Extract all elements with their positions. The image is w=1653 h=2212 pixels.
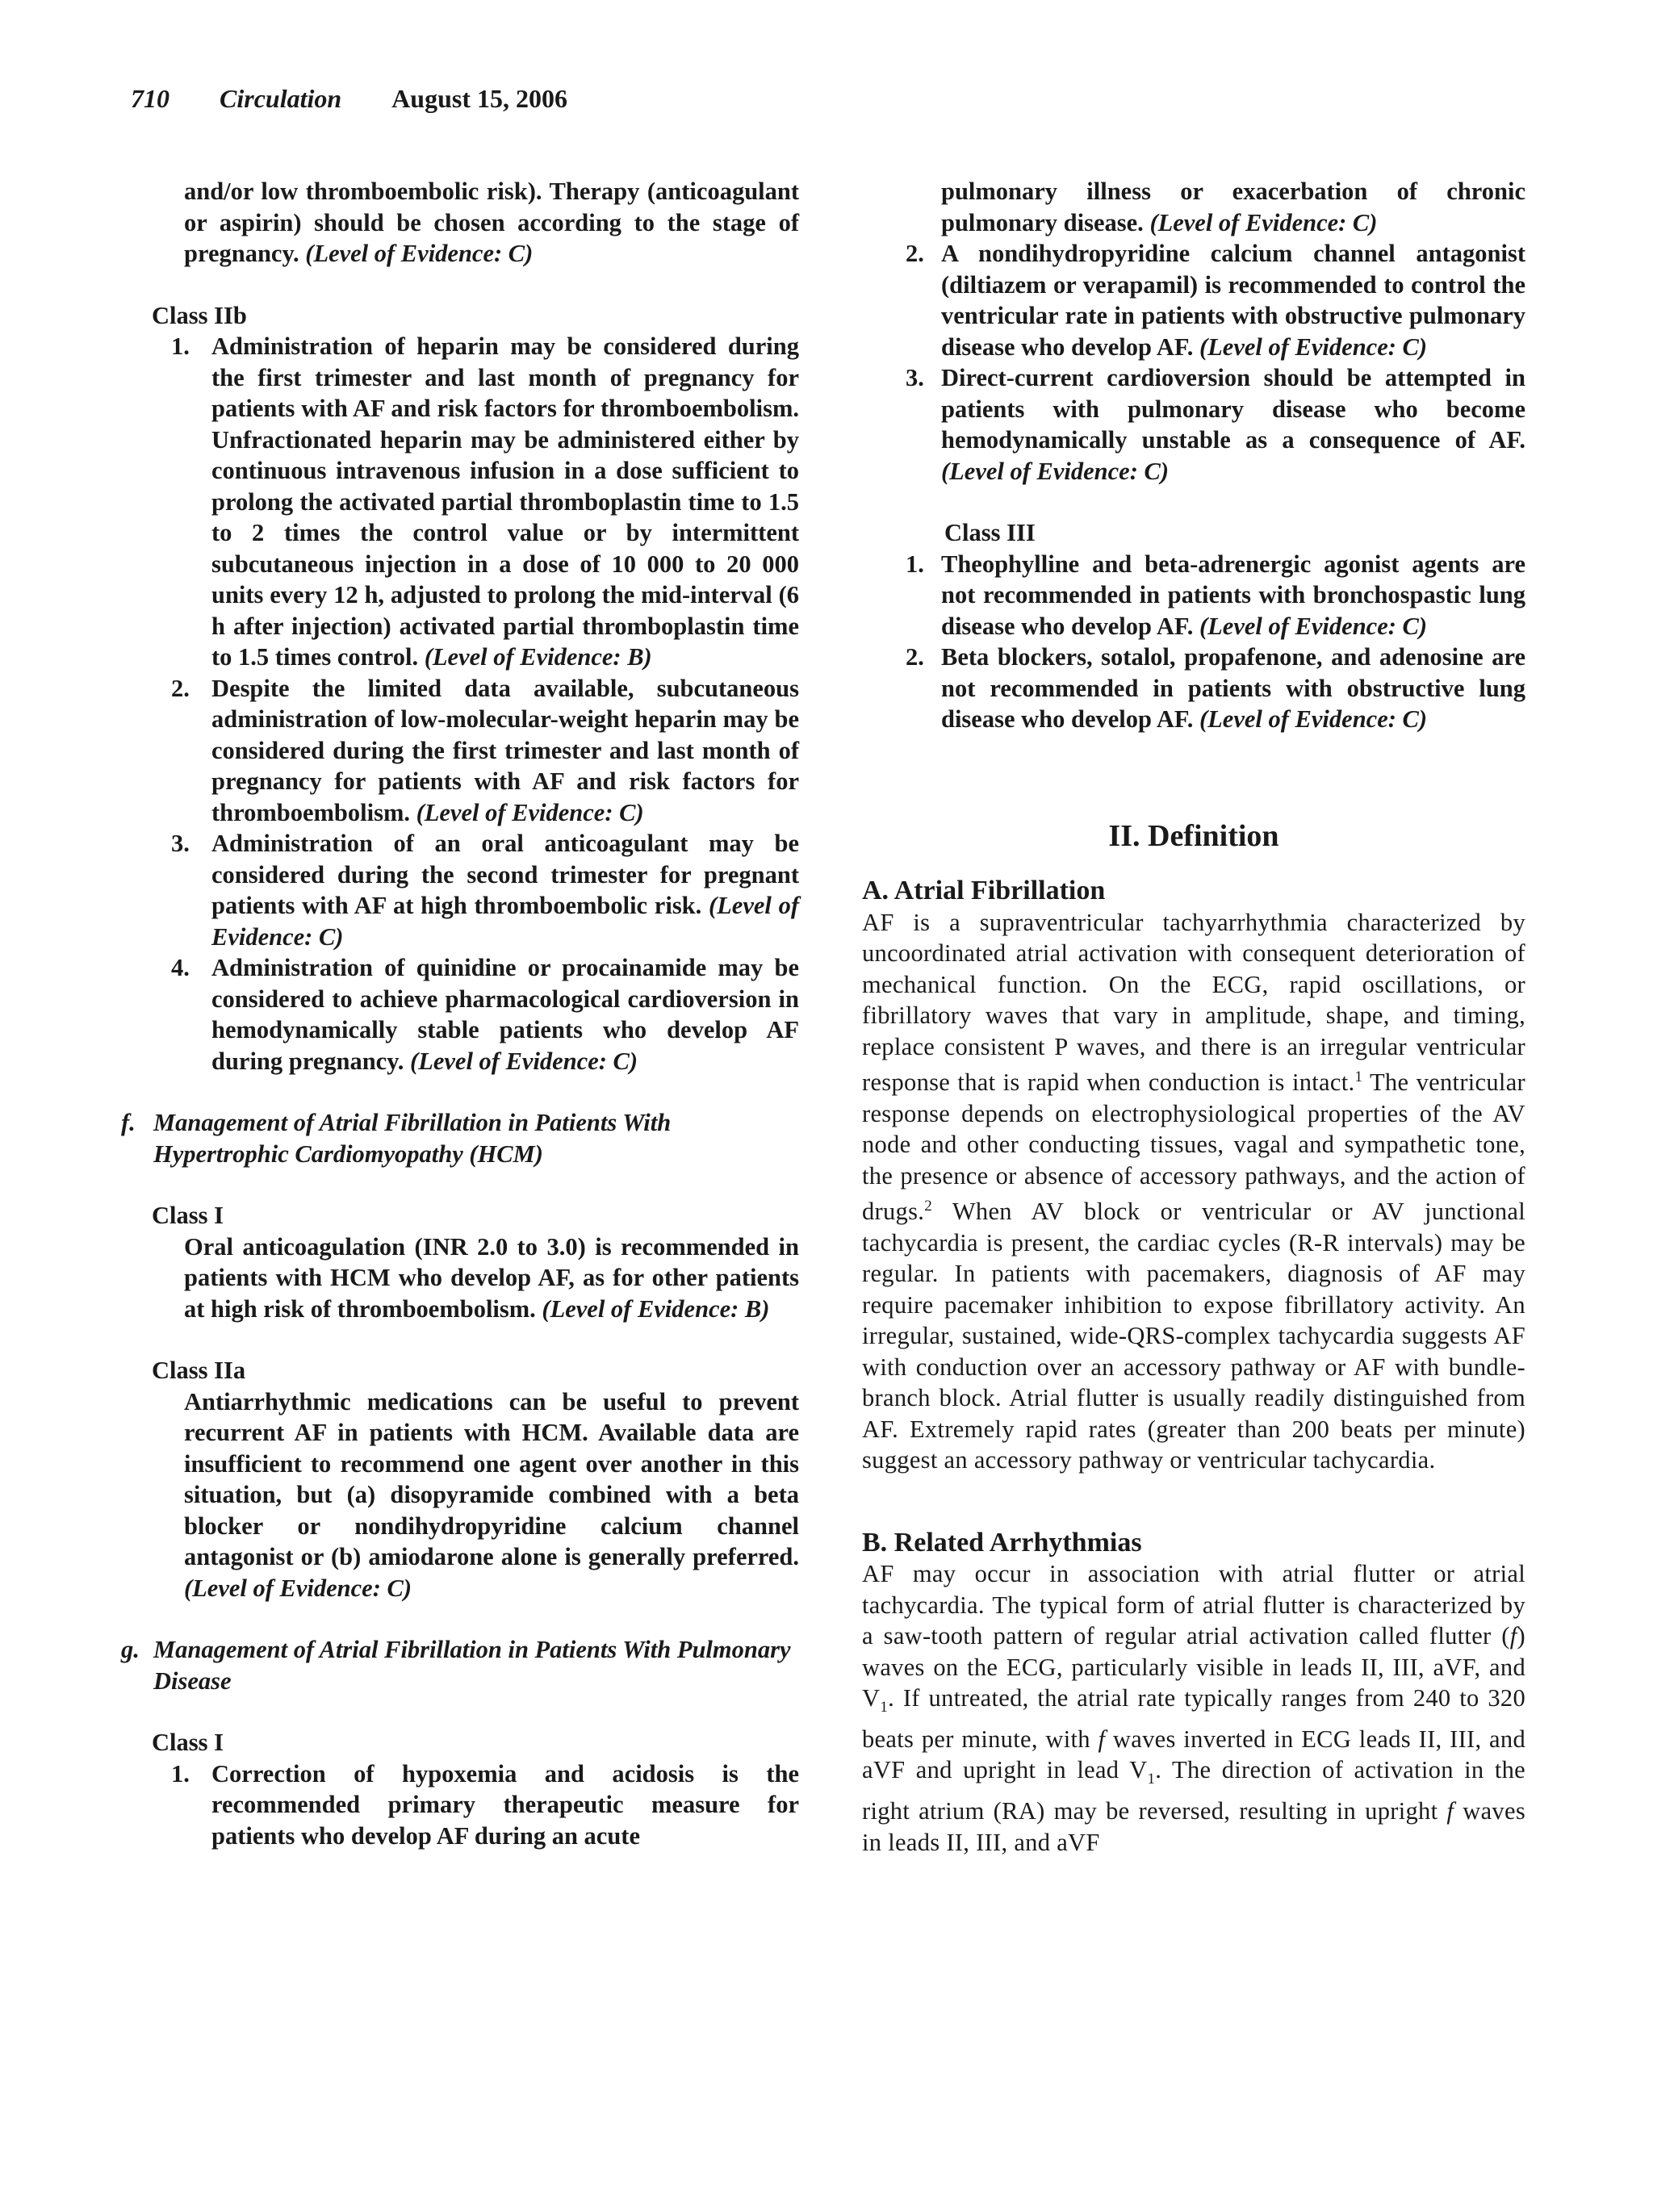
subsection-b-body: AF may occur in association with atrial flutter or atrial tachycardia. The typical form of atrial flutter is characterized by a saw-tooth pattern of regular atrial activation called flutter (f) waves on the ECG, particularly visible in leads II, III, aVF, and $V_1$. If untreated, the atrial rate typically ranges from 240 to 320 beats per minute, with f waves inverted in ECG leads II, III, and aVF and upright in lead $V_1$. The direction of activation in the right atrium (RA) may be reversed, resulting in upright f waves in leads II, III, and aVF [862,1560,1525,1856]
subsection-b-heading: B. Related Arrhythmias [862,1527,1142,1558]
class-iib-item-1: 1. Administration of heparin may be considered during the first trimester and last month of pregnancy for patients with AF and risk factors for thromboembolism. Unfractionated heparin may be administered either by continuous intravenous infusion in a dose sufficient to prolong the activated partial thromboplastin time to 1.5 to 2 times the control value or by intermittent subcutaneous injection in a dose of 10 000 to 20 000 units every 12 h, adjusted to prolong the mid-interval (6 h after injection) activated partial thromboplastin time to 1.5 times control. (Level of Evidence: B) [171,332,799,671]
pulmonary-class-i-item-2: 2. A nondihydropyridine calcium channel antagonist (diltiazem or verapamil) is recommended to control the ventricular rate in patients with obstructive pulmonary disease who develop AF. (Level of Evidence: C) [906,240,1525,361]
subsection-a-body: AF is a supraventricular tachyarrhythmia characterized by uncoordinated atrial activation with consequent deterioration of mechanical function. On the ECG, rapid oscillations, or fibrillatory waves that vary in amplitude, shape, and timing, replace consistent P waves, and there is an irregular ventricular response that is rapid when conduction is intact.$^1$ The ventricular response depends on electrophysiological properties of the AV node and other conducting tissues, vagal and sympathetic tone, the presence or absence of accessory pathways, and the action of drugs.$^2$ When AV block or ventricular or AV junctional tachycardia is present, the cardiac cycles (R-R intervals) may be regular. In patients with pacemakers, diagnosis of AF may require pacemaker inhibition to expose fibrillatory activity. An irregular, sustained, wide-QRS-complex tachycardia suggests AF with conduction over an accessory pathway or AF with bundle-branch block. Atrial flutter is usually readily distinguished from AF. Extremely rapid rates (greater than 200 beats per minute) suggest an accessory pathway or ventricular tachycardia. [862,908,1526,1474]
class-iib-heading: Class IIb [152,301,247,329]
issue-date: August 15, 2006 [391,84,567,113]
f-class-i-text: Oral anticoagulation (INR 2.0 to 3.0) is recommended in patients with HCM who develop AF, as for other patients at high risk of thromboembolism. (Level of Evidence: B) [184,1232,799,1323]
pulmonary-class-i-item-3: 3. Direct-current cardioversion should be attempted in patients with pulmonary disease who become hemodynamically unstable as a consequence of AF. (Level of Evidence: C) [906,364,1525,485]
right-continuation-paragraph: pulmonary illness or exacerbation of chronic pulmonary disease. (Level of Evidence: C) [941,178,1525,236]
f-class-i-heading: Class I [152,1202,224,1229]
left-continuation-paragraph: and/or low thromboembolic risk). Therapy (anticoagulant or aspirin) should be chosen according to the stage of pregnancy. (Level of Evidence: C) [184,178,799,267]
class-iii-heading: Class III [944,519,1036,546]
class-iib-item-2: 2. Despite the limited data available, subcutaneous administration of low-molecular-weight heparin may be considered during the first trimester and last month of pregnancy for patients with AF and risk factors for thromboembolism. (Level of Evidence: C) [171,674,799,826]
class-iib-item-4: 4. Administration of quinidine or procainamide may be considered to achieve pharmacological cardioversion in hemodynamically stable patients who develop AF during pregnancy. (Level of Evidence: C) [171,954,799,1075]
section-f-heading: f. Management of Atrial Fibrillation in Patients With Hypertrophic Cardiomyopathy (HCM) [121,1109,672,1168]
running-header [131,84,617,114]
subsection-a-heading: A. Atrial Fibrillation [862,876,1106,905]
class-iib-item-3: 3. Administration of an oral anticoagulant may be considered during the second trimester for pregnant patients with AF at high thromboembolic risk. (Level of Evidence: C) [171,830,799,951]
left-column [121,176,799,1851]
g-class-i-heading: Class I [152,1729,224,1756]
page-number: 710 [131,84,169,113]
g-class-i-item-1: 1. Correction of hypoxemia and acidosis is the recommended primary therapeutic measure for patients who develop AF during an acute [171,1759,799,1850]
class-iii-item-1: 1. Theophylline and beta-adrenergic agonist agents are not recommended in patients with bronchospastic lung disease who develop AF. (Level of Evidence: C) [906,550,1525,640]
class-iii-item-2: 2. Beta blockers, sotalol, propafenone, and adenosine are not recommended in patients with obstructive lung disease who develop AF. (Level of Evidence: C) [906,643,1525,733]
section-title-definition: II. Definition [1108,818,1279,853]
f-class-iia-text: Antiarrhythmic medications can be useful to prevent recurrent AF in patients with HCM. Available data are insufficient to recommend one agent over another in this situation, but (a) disopyramide combined with a beta blocker or nondihydropyridine calcium channel antagonist or (b) amiodarone alone is generally preferred. (Level of Evidence: C) [184,1387,799,1602]
f-class-iia-heading: Class IIa [152,1357,246,1384]
citation-2: 2 [924,1198,933,1215]
section-g-heading: g. Management of Atrial Fibrillation in Patients With Pulmonary Disease [121,1636,791,1695]
right-column [862,176,1525,1858]
journal-name: Circulation [220,84,342,113]
citation-1: 1 [1354,1068,1363,1085]
